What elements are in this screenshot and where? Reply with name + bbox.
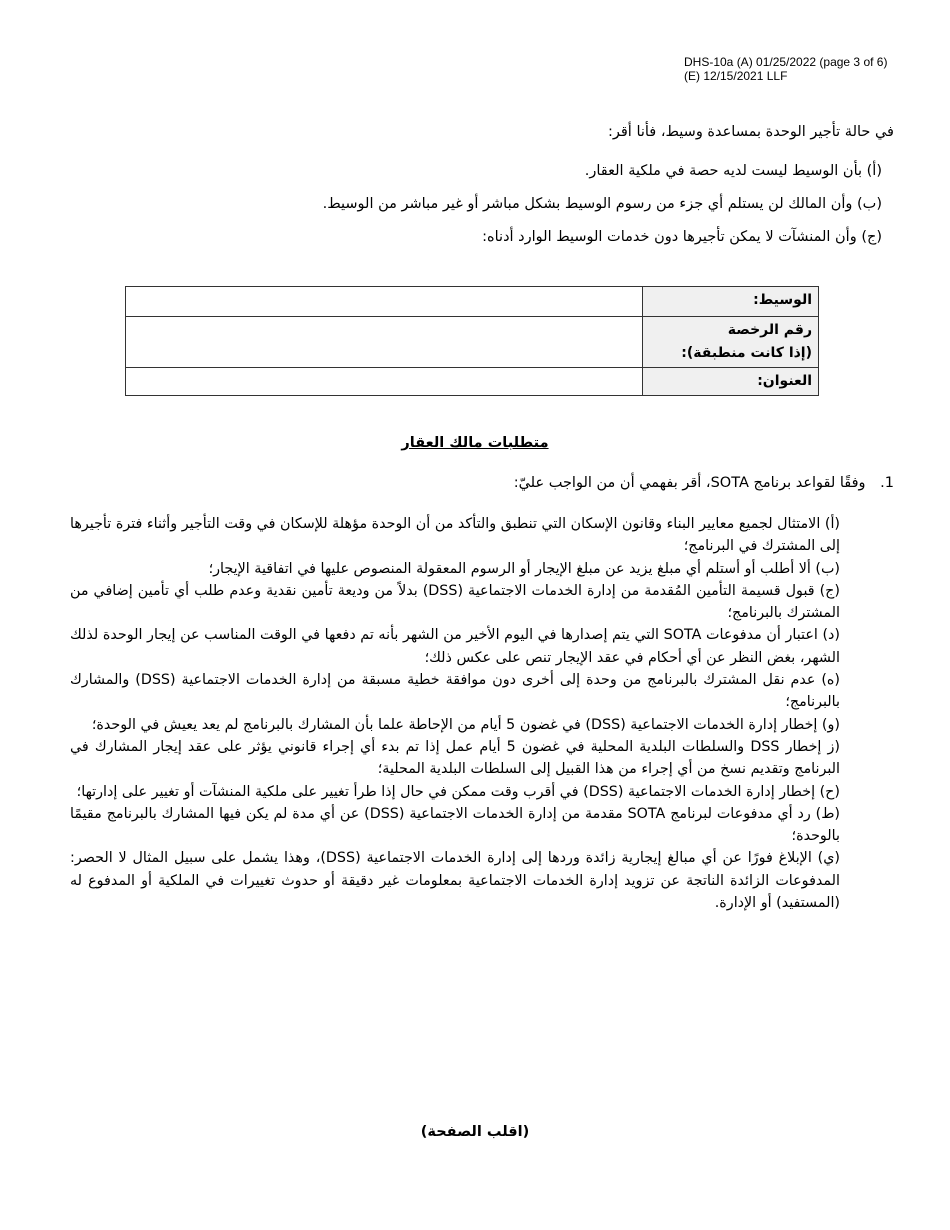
broker-info-table [125, 286, 819, 396]
form-id-line-2: (E) 12/15/2021 LLF [684, 69, 788, 83]
broker-label: الوسيط: [643, 287, 819, 317]
license-row [126, 317, 819, 368]
license-label-line-1: رقم الرخصة [727, 322, 812, 338]
form-id-line-1: DHS-10a (A) 01/25/2022 (page 3 of 6) [684, 55, 888, 69]
address-label: العنوان: [643, 368, 819, 396]
list-item-h: (ح) إخطار إدارة الخدمات الاجتماعية (DSS) في أقرب وقت ممكن في حال إذا طرأ تغيير على ملكية المنشآت أو تغيير على إدارتها؛ [76, 783, 840, 800]
requirement-1-list [70, 513, 840, 914]
turn-page-note: (اقلب الصفحة) [420, 1124, 530, 1140]
list-item-j: (ي) الإبلاغ فورًا عن أي مبالغ إيجارية زائدة وردها إلى إدارة الخدمات الاجتماعية (DSS)، وهذا يشمل على سبيل المثال لا الحصر: المدفوعات الزائدة الناتجة عن تزويد إدارة الخدمات الاجتماعية بمعلومات غير دقيقة أو حدوث تغييرات في الملكية أو المدفوع له (المستفيد) أو الإدارة. [70, 850, 840, 912]
acknowledgment-a: (أ) بأن الوسيط ليست لديه حصة في ملكية العقار. [584, 163, 882, 179]
section-title: متطلبات مالك العقار [401, 435, 549, 451]
acknowledgment-c: (ج) وأن المنشآت لا يمكن تأجيرها دون خدمات الوسيط الوارد أدناه: [482, 229, 882, 245]
list-item-c: (ج) قبول قسيمة التأمين المُقدمة من إدارة الخدمات الاجتماعية (DSS) بدلاً من وديعة تأمين نقدية وعدم طلب أي تأمين إضافي من المشترك بالبرنامج؛ [70, 582, 840, 622]
form-identifier [684, 55, 887, 83]
broker-intro-statement: في حالة تأجير الوحدة بمساعدة وسيط، فأنا أقر: [607, 124, 894, 140]
address-field[interactable] [126, 368, 643, 396]
broker-field[interactable] [126, 287, 643, 317]
acknowledgment-b: (ب) وأن المالك لن يستلم أي جزء من رسوم الوسيط بشكل مباشر أو غير مباشر من الوسيط. [322, 196, 882, 212]
list-item-b: (ب) ألا أطلب أو أستلم أي مبلغ يزيد عن مبلغ الإيجار أو الرسوم المعقولة المنصوص عليها في اتفاقية الإيجار؛ [208, 560, 840, 577]
list-item-g: (ز إخطار DSS والسلطات البلدية المحلية في غضون 5 أيام عمل إذا تم بدء أي إجراء قانوني يؤثر على عقد إيجار المشارك في البرنامج وتقديم نسخ من أي إجراء من هذا القبيل إلى السلطات البلدية المحلية؛ [70, 738, 840, 778]
requirement-1-text: وفقًا لقواعد برنامج SOTA، أقر بفهمي أن من الواجب عليّ: [513, 475, 866, 491]
list-item-f: (و) إخطار إدارة الخدمات الاجتماعية (DSS) في غضون 5 أيام من الإحاطة علما بأن المشارك بالبرنامج لم يعد يعيش في الوحدة؛ [91, 716, 840, 733]
list-item-d: (د) اعتبار أن مدفوعات SOTA التي يتم إصدارها في اليوم الأخير من الشهر بأنه تم دفعها في الوقت المناسب عن إيجار الوحدة لذلك الشهر، بغض النظر عن أي أحكام في عقد الإيجار تنص على عكس ذلك؛ [70, 627, 840, 666]
list-item-e: (ه) عدم نقل المشترك بالبرنامج من وحدة إلى أخرى دون موافقة خطية مسبقة من إدارة الخدمات الاجتماعية (DSS) والمشارك بالبرنامج؛ [70, 672, 840, 711]
license-label-line-2: (إذا كانت منطبقة): [681, 345, 812, 361]
license-field[interactable] [126, 317, 643, 368]
license-label [643, 317, 819, 368]
address-row [126, 368, 819, 396]
list-item-i: (ط) رد أي مدفوعات لبرنامج SOTA مقدمة من إدارة الخدمات الاجتماعية (DSS) عن أي مدة لم يكن فيها المشارك بالبرنامج مقيمًا بالوحدة؛ [70, 805, 840, 845]
requirement-1-heading [514, 475, 894, 491]
broker-row [126, 287, 819, 317]
requirement-1-number: 1. [880, 475, 894, 491]
list-item-a: (أ) الامتثال لجميع معايير البناء وقانون الإسكان التي تنطبق والتأكد من أن الوحدة مؤهلة للإسكان في وقت التأجير وأثناء فترة تأجيرها إلى المشترك في البرنامج؛ [70, 516, 840, 555]
